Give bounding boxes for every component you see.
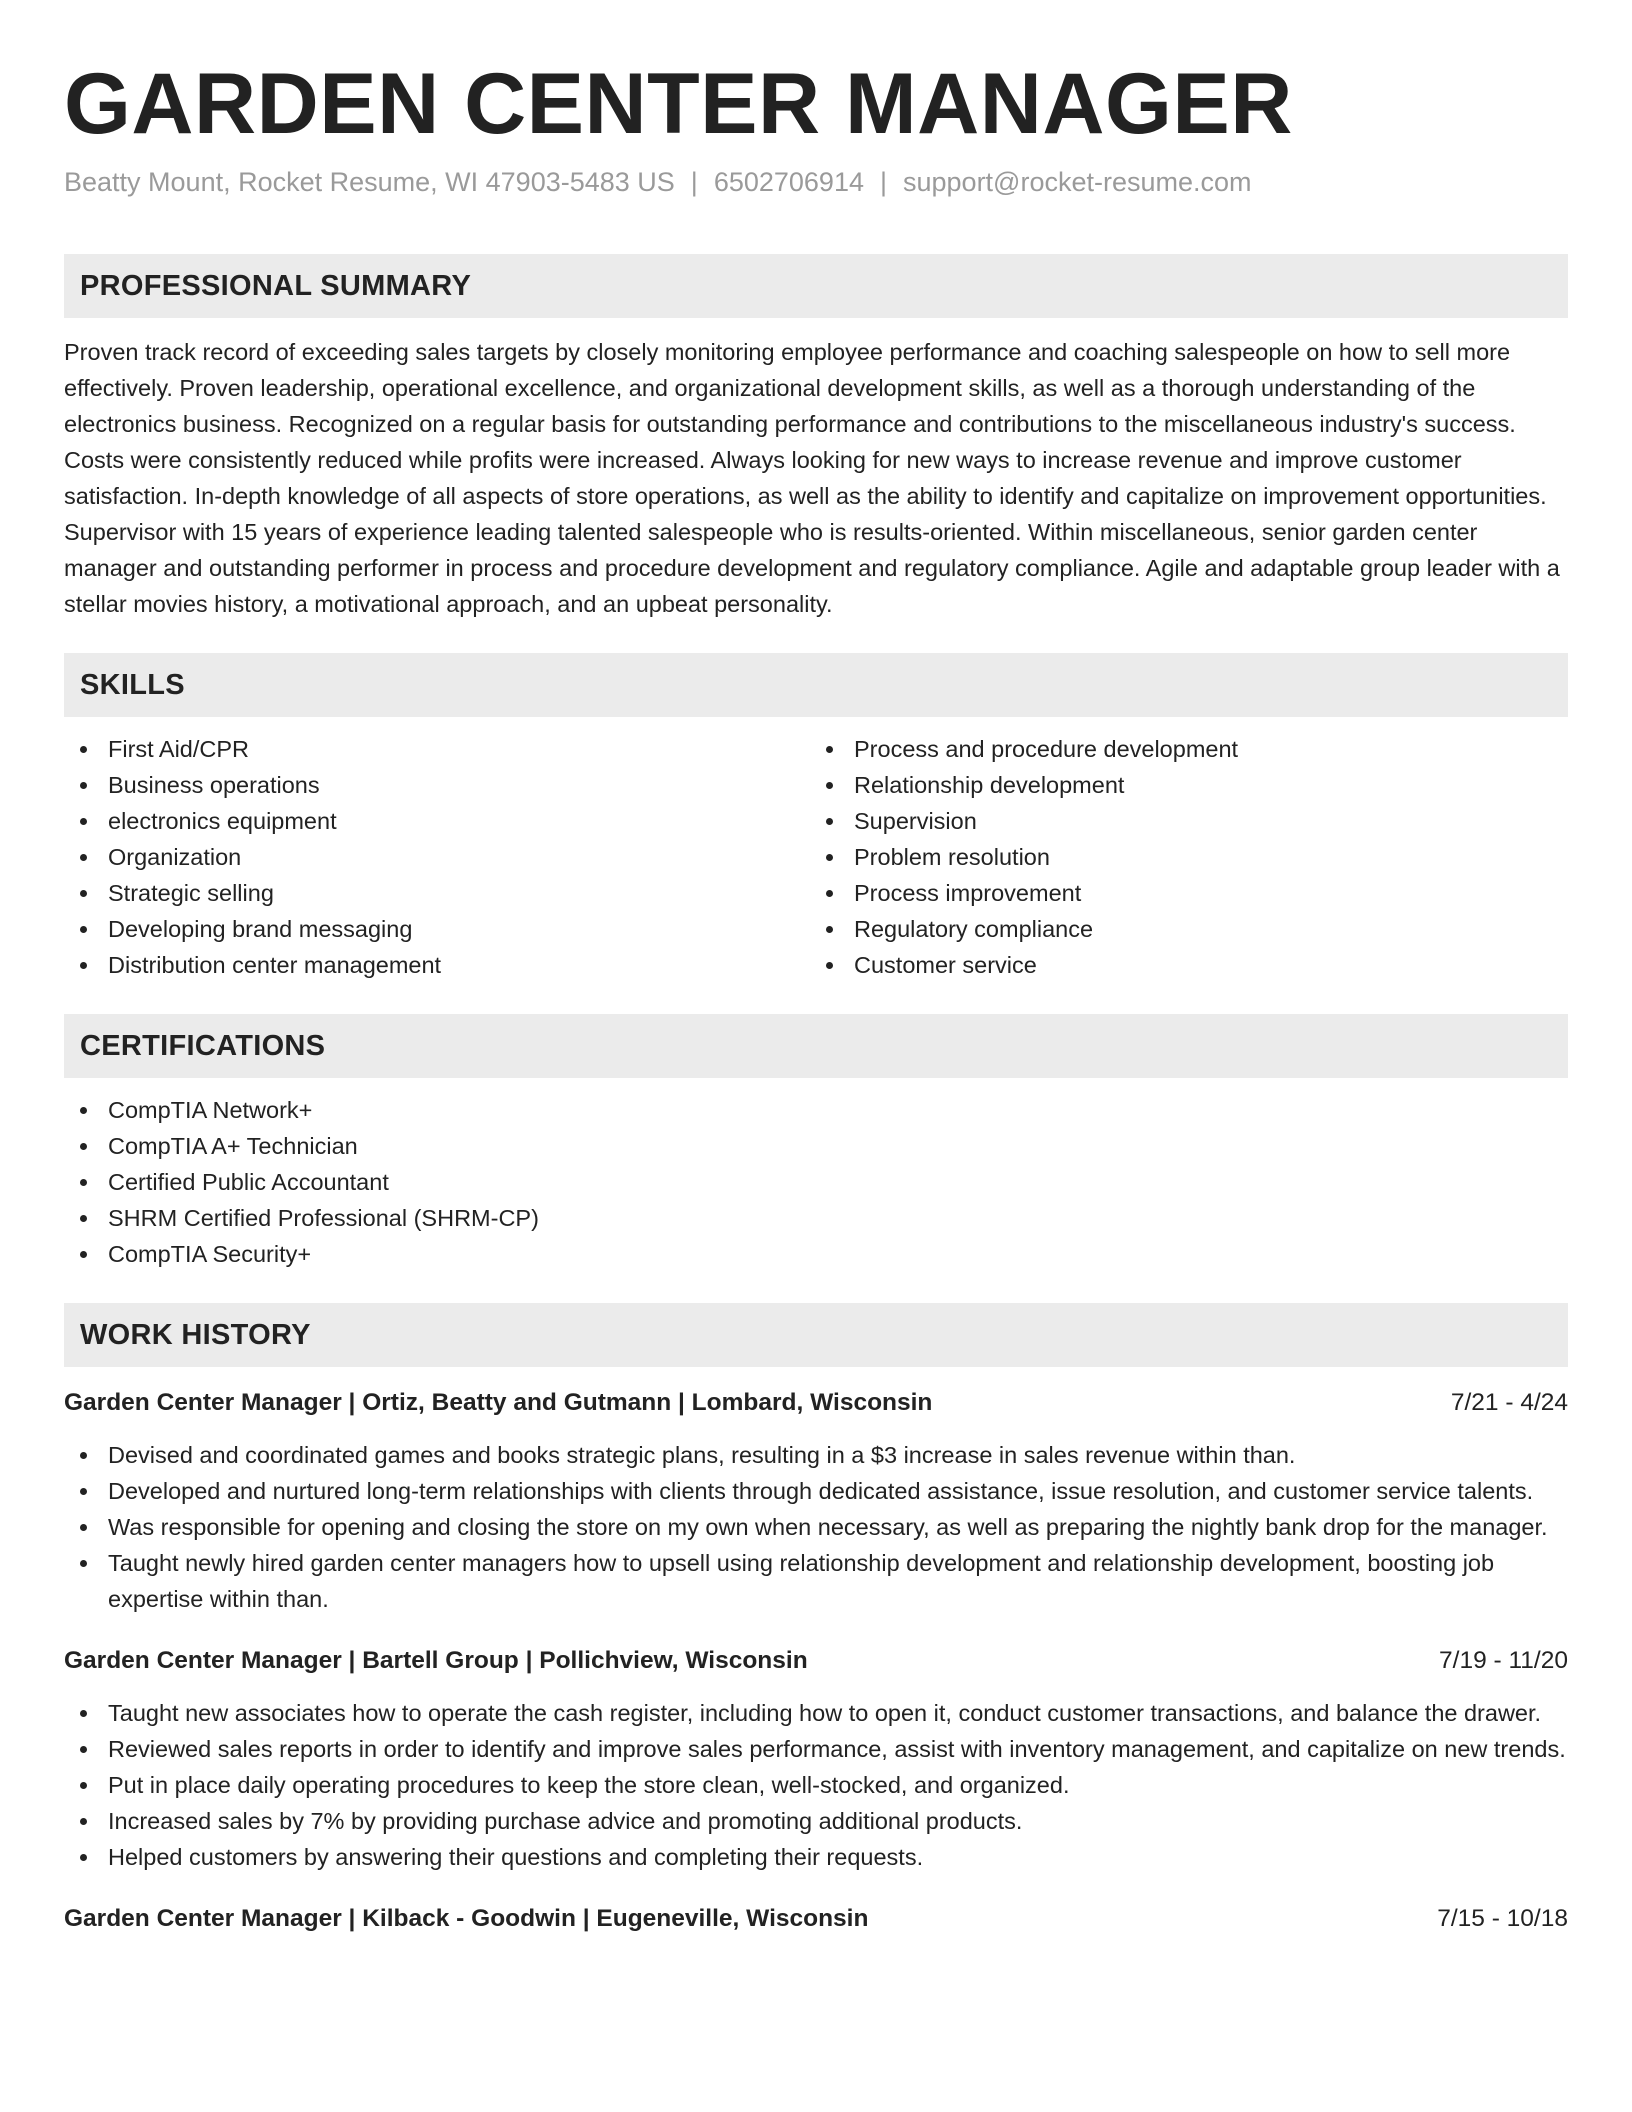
- job-bullet: Was responsible for opening and closing the store on my own when necessary, as well as preparing the nightly bank drop for the manager.: [64, 1509, 1568, 1545]
- skills-grid: [64, 717, 1568, 983]
- job-dates: 7/19 - 11/20: [1439, 1647, 1568, 1674]
- section-header-work-history: WORK HISTORY: [64, 1303, 1568, 1367]
- contact-address: Beatty Mount, Rocket Resume, WI 47903-5483 US: [64, 167, 675, 197]
- skill-item: Process and procedure development: [816, 731, 1568, 767]
- skill-item: Customer service: [816, 947, 1568, 983]
- job-header: [64, 1385, 1568, 1421]
- job-bullets: [64, 1695, 1568, 1875]
- skills-list-left: [64, 731, 816, 983]
- job-bullets: [64, 1437, 1568, 1617]
- job-entry: [64, 1901, 1568, 1937]
- job-heading: Garden Center Manager | Ortiz, Beatty and Gutmann | Lombard, Wisconsin: [64, 1389, 933, 1416]
- job-heading: Garden Center Manager | Kilback - Goodwin | Eugeneville, Wisconsin: [64, 1905, 869, 1932]
- job-bullet: Reviewed sales reports in order to identify and improve sales performance, assist with inventory management, and capitalize on new trends.: [64, 1731, 1568, 1767]
- skill-item: electronics equipment: [64, 803, 816, 839]
- certification-item: CompTIA Network+: [64, 1092, 1568, 1128]
- skill-item: Organization: [64, 839, 816, 875]
- job-header: [64, 1901, 1568, 1937]
- job-bullet: Devised and coordinated games and books strategic plans, resulting in a $3 increase in sales revenue within than.: [64, 1437, 1568, 1473]
- skill-item: Supervision: [816, 803, 1568, 839]
- job-bullet: Developed and nurtured long-term relationships with clients through dedicated assistance, issue resolution, and customer service talents.: [64, 1473, 1568, 1509]
- job-bullet: Helped customers by answering their questions and completing their requests.: [64, 1839, 1568, 1875]
- contact-phone: 6502706914: [713, 167, 864, 197]
- job-bullet: Increased sales by 7% by providing purchase advice and promoting additional products.: [64, 1803, 1568, 1839]
- section-header-skills: SKILLS: [64, 653, 1568, 717]
- contact-separator: |: [690, 167, 698, 197]
- job-bullet: Put in place daily operating procedures to keep the store clean, well-stocked, and organized.: [64, 1767, 1568, 1803]
- certification-item: SHRM Certified Professional (SHRM-CP): [64, 1200, 1568, 1236]
- certification-item: CompTIA A+ Technician: [64, 1128, 1568, 1164]
- certifications-list: [64, 1092, 1568, 1272]
- skill-item: First Aid/CPR: [64, 731, 816, 767]
- skill-item: Process improvement: [816, 875, 1568, 911]
- contact-line: [64, 164, 1568, 200]
- skill-item: Relationship development: [816, 767, 1568, 803]
- skill-item: Business operations: [64, 767, 816, 803]
- section-header-certifications: CERTIFICATIONS: [64, 1014, 1568, 1078]
- skill-item: Developing brand messaging: [64, 911, 816, 947]
- resume-title: GARDEN CENTER MANAGER: [64, 56, 1293, 152]
- job-bullet: Taught newly hired garden center managers how to upsell using relationship development and relationship development, boosting job expertise within than.: [64, 1545, 1568, 1617]
- job-entry: [64, 1385, 1568, 1617]
- certification-item: Certified Public Accountant: [64, 1164, 1568, 1200]
- skills-list-right: [816, 731, 1568, 983]
- job-entry: [64, 1643, 1568, 1875]
- summary-text: Proven track record of exceeding sales targets by closely monitoring employee performance and coaching salespeople on how to sell more effectively. Proven leadership, operational excellence, and organizational development skills, as well as a thorough understanding of the electronics business. Recognized on a regular basis for outstanding performance and contributions to the miscellaneous industry's success. Costs were consistently reduced while profits were increased. Always looking for new ways to increase revenue and improve customer satisfaction. In-depth knowledge of all aspects of store operations, as well as the ability to identify and capitalize on improvement opportunities. Supervisor with 15 years of experience leading talented salespeople who is results-oriented. Within miscellaneous, senior garden center manager and outstanding performer in process and procedure development and regulatory compliance. Agile and adaptable group leader with a stellar movies history, a motivational approach, and an upbeat personality.: [64, 339, 1560, 617]
- job-header: [64, 1643, 1568, 1679]
- skill-item: Regulatory compliance: [816, 911, 1568, 947]
- resume-page: [64, 0, 1568, 1937]
- skill-item: Distribution center management: [64, 947, 816, 983]
- job-heading: Garden Center Manager | Bartell Group | Pollichview, Wisconsin: [64, 1647, 808, 1674]
- job-dates: 7/21 - 4/24: [1450, 1389, 1568, 1416]
- contact-separator: |: [879, 167, 887, 197]
- job-bullet: Taught new associates how to operate the cash register, including how to open it, conduct customer transactions, and balance the drawer.: [64, 1695, 1568, 1731]
- certification-item: CompTIA Security+: [64, 1236, 1568, 1272]
- contact-email: support@rocket-resume.com: [903, 167, 1252, 197]
- job-dates: 7/15 - 10/18: [1437, 1905, 1568, 1932]
- skill-item: Strategic selling: [64, 875, 816, 911]
- section-header-summary: PROFESSIONAL SUMMARY: [64, 254, 1568, 318]
- skill-item: Problem resolution: [816, 839, 1568, 875]
